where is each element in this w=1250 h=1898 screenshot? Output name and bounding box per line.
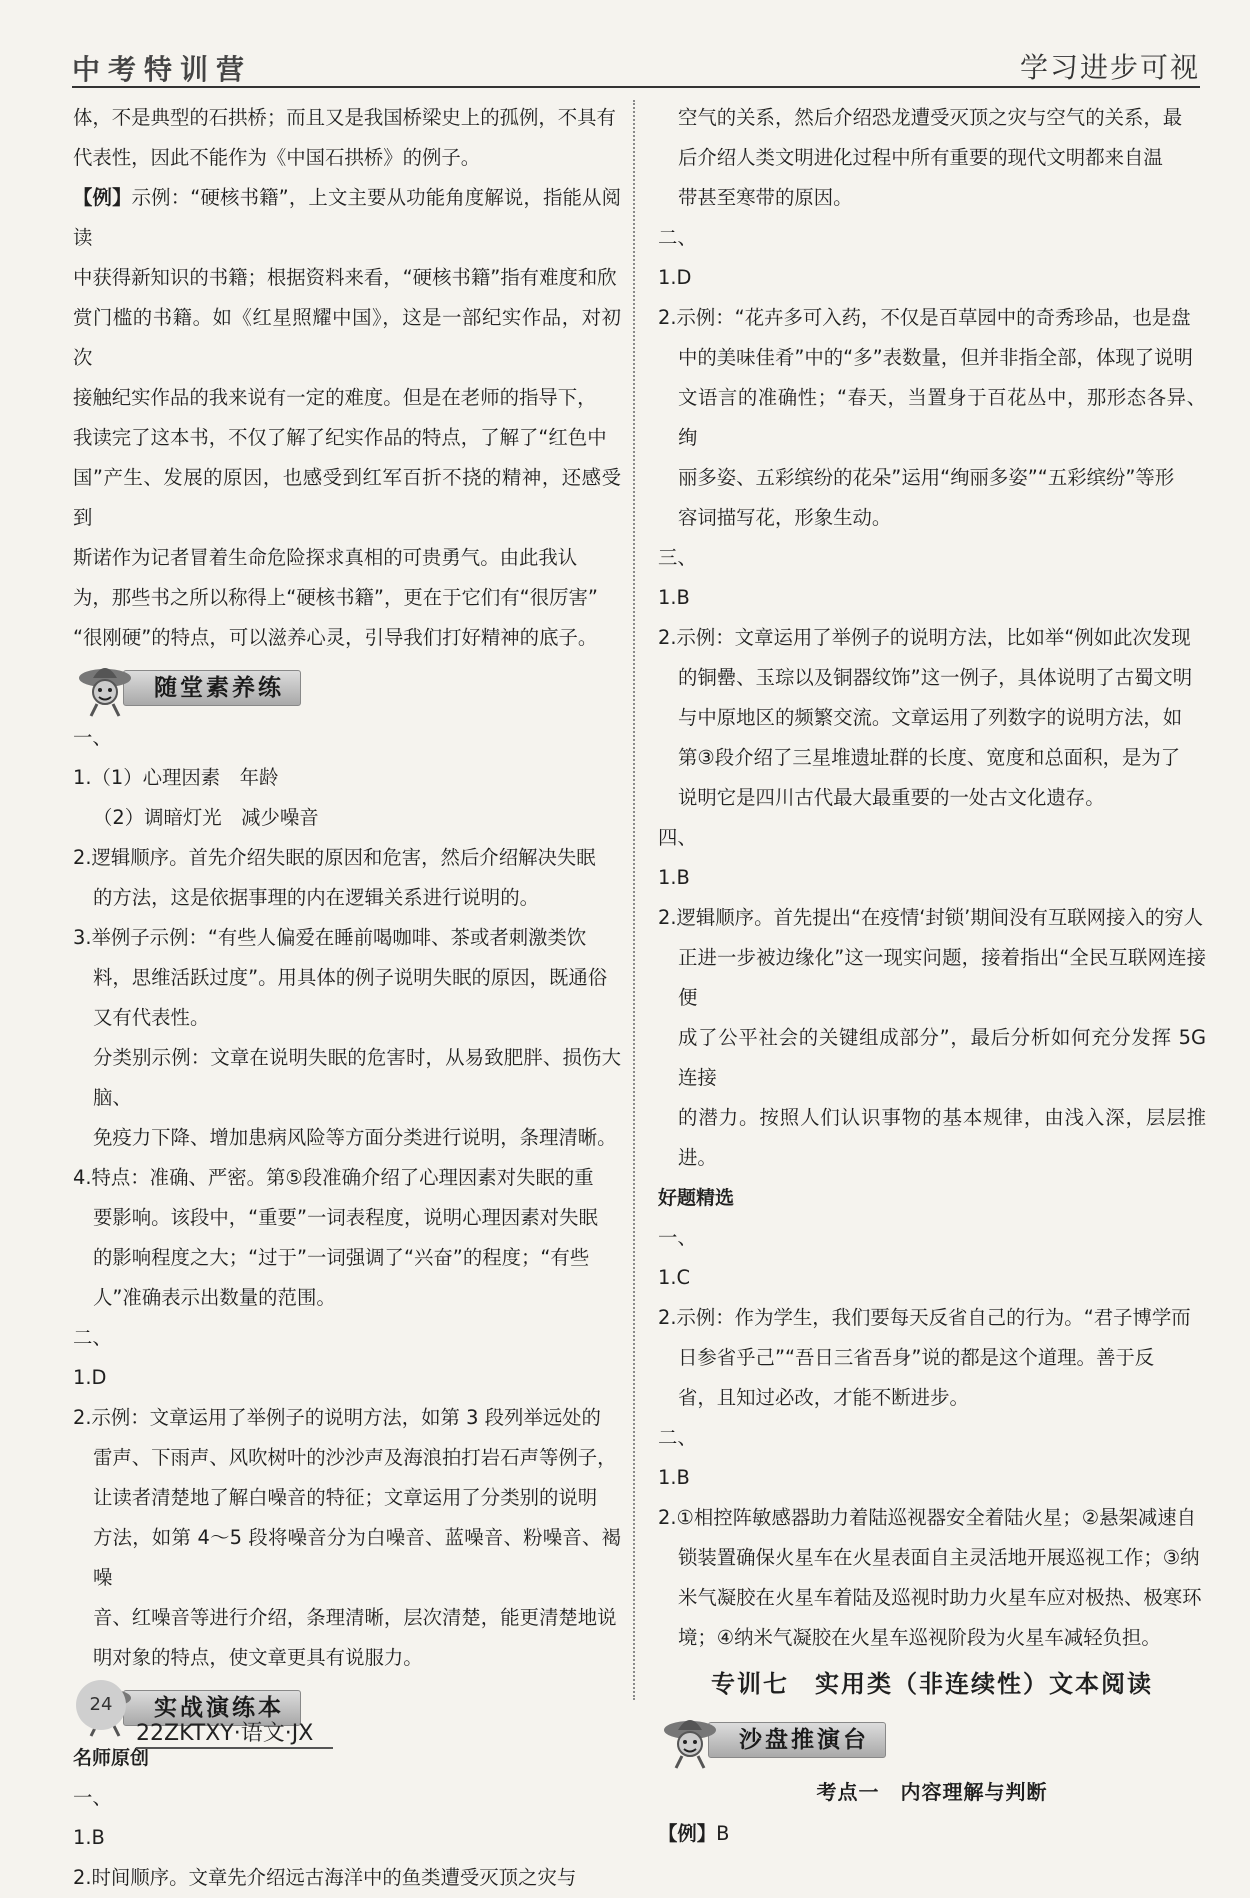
answer-line (73, 378, 621, 418)
answer-line (658, 538, 1206, 578)
answer-line (73, 1198, 621, 1238)
line-text: 料，思维活跃过度”。用具体的例子说明失眠的原因，既通俗 (93, 966, 608, 989)
line-text: 要影响。该段中，“重要”一词表程度，说明心理因素对失眠 (93, 1206, 598, 1229)
line-text: 一、 (73, 1786, 112, 1809)
answer-line (73, 458, 621, 538)
answer-line (73, 178, 621, 258)
page-number: 24 (76, 1680, 126, 1730)
line-text: 代表性，因此不能作为《中国石拱桥》的例子。 (73, 146, 481, 169)
answer-line (73, 1818, 621, 1858)
mascot-hat-icon (658, 1710, 728, 1770)
line-text: 中获得新知识的书籍；根据资料来看，“硬核书籍”指有难度和欣 (73, 266, 617, 289)
mascot-hat-icon (73, 658, 143, 718)
line-text: 1.（1）心理因素 年龄 (73, 766, 279, 789)
line-text: 又有代表性。 (93, 1006, 210, 1029)
line-text: 1.B (658, 866, 690, 889)
answer-line (658, 258, 1206, 298)
answer-line (658, 1418, 1206, 1458)
answer-line (73, 878, 621, 918)
answer-line (73, 1158, 621, 1198)
line-text: 为，那些书之所以称得上“硬核书籍”，更在于它们有“很厉害” (73, 586, 598, 609)
line-text: 国”产生、发展的原因，也感受到红军百折不挠的精神，还感受到 (73, 466, 621, 529)
answer-line (658, 458, 1206, 498)
answer-line (73, 98, 621, 138)
line-text: 名师原创 (73, 1747, 150, 1769)
answer-line (658, 138, 1206, 178)
answer-line (73, 618, 621, 658)
line-text: 成了公平社会的关键组成部分”，最后分析如何充分发挥 5G 连接 (678, 1026, 1206, 1089)
line-text: 1.D (658, 266, 692, 289)
answer-line (73, 1858, 621, 1898)
answer-line (73, 1358, 621, 1398)
answer-line (73, 838, 621, 878)
line-text: 1.C (658, 1266, 691, 1289)
line-text: 1.B (658, 586, 690, 609)
answer-line (658, 1814, 1206, 1854)
answer-line (73, 1778, 621, 1818)
line-text: 斯诺作为记者冒着生命危险探求真相的可贵勇气。由此我认 (73, 546, 578, 569)
line-text: 音、红噪音等进行介绍，条理清晰，层次清楚，能更清楚地说 (93, 1606, 617, 1629)
line-text: 省，且知过必改，才能不断进步。 (678, 1386, 969, 1409)
line-text: 1.D (73, 1366, 107, 1389)
line-text: 中的美味佳肴”中的“多”表数量，但并非指全部，体现了说明 (678, 346, 1193, 369)
line-text: 境；④纳米气凝胶在火星车巡视阶段为火星车减轻负担。 (678, 1626, 1161, 1649)
line-text: 4.特点：准确、严密。第⑤段准确介绍了心理因素对失眠的重 (73, 1166, 594, 1189)
answer-line (658, 338, 1206, 378)
answer-line (658, 1258, 1206, 1298)
answer-line (658, 1218, 1206, 1258)
answer-line (658, 98, 1206, 138)
line-text: 好题精选 (658, 1187, 735, 1209)
line-text: 与中原地区的频繁交流。文章运用了列数字的说明方法，如 (678, 706, 1183, 729)
line-text: 容词描写花，形象生动。 (678, 506, 892, 529)
answer-line (73, 1478, 621, 1518)
answer-line (73, 418, 621, 458)
line-text: 带甚至寒带的原因。 (678, 186, 853, 209)
line-text: 三、 (658, 546, 697, 569)
answer-line (658, 1458, 1206, 1498)
answer-line (658, 1338, 1206, 1378)
line-text: 的影响程度之大；“过于”一词强调了“兴奋”的程度；“有些 (93, 1246, 590, 1269)
answer-line (658, 498, 1206, 538)
line-text: 3.举例子示例：“有些人偏爱在睡前喝咖啡、茶或者刺激类饮 (73, 926, 587, 949)
series-slogan: 学习进步可视 (1019, 51, 1200, 84)
line-text: 分类别示例：文章在说明失眠的危害时，从易致肥胖、损伤大脑、 (93, 1046, 621, 1109)
line-text: 雷声、下雨声、风吹树叶的沙沙声及海浪拍打岩石声等例子， (93, 1446, 617, 1469)
line-text: 文语言的准确性；“春天，当置身于百花丛中，那形态各异、绚 (678, 386, 1206, 449)
answer-line (658, 1498, 1206, 1538)
section-banner (73, 658, 621, 718)
answer-line (73, 1038, 621, 1118)
column-divider (633, 100, 635, 1700)
section-banner-label: 随堂素养练 (123, 670, 301, 706)
answer-line (73, 1598, 621, 1638)
line-text: 2.示例：文章运用了举例子的说明方法，比如举“例如此次发现 (658, 626, 1191, 649)
line-text: 1.B (73, 1826, 105, 1849)
chapter-title: 专训七 实用类（非连续性）文本阅读 (711, 1670, 1153, 1698)
answer-line (73, 298, 621, 378)
answer-line (73, 918, 621, 958)
answer-line (73, 1118, 621, 1158)
answer-line (658, 578, 1206, 618)
answer-line (658, 618, 1206, 658)
line-text: “很刚硬”的特点，可以滋养心灵，引导我们打好精神的底子。 (73, 626, 598, 649)
answer-line (73, 1278, 621, 1318)
answer-line (658, 658, 1206, 698)
left-column (73, 98, 621, 1898)
line-text: 的方法，这是依据事理的内在逻辑关系进行说明的。 (93, 886, 539, 909)
line-text: 米气凝胶在火星车着陆及巡视时助力火星车应对极热、极寒环 (678, 1586, 1202, 1609)
key-point-heading: 考点一 内容理解与判断 (816, 1780, 1048, 1804)
page-footer (76, 1672, 416, 1762)
line-text: 2.示例：文章运用了举例子的说明方法，如第 3 段列举远处的 (73, 1406, 601, 1429)
answer-line (73, 1518, 621, 1598)
answer-line (73, 1438, 621, 1478)
line-text: 第③段介绍了三星堆遗址群的长度、宽度和总面积，是为了 (678, 746, 1181, 769)
line-text: 后介绍人类文明进化过程中所有重要的现代文明都来自温 (678, 146, 1163, 169)
line-text: 二、 (73, 1326, 112, 1349)
answer-line (658, 1298, 1206, 1338)
line-text: 二、 (658, 1426, 697, 1449)
line-text: 赏门槛的书籍。如《红星照耀中国》，这是一部纪实作品，对初次 (73, 306, 621, 369)
line-text: 二、 (658, 226, 697, 249)
answer-line (658, 178, 1206, 218)
page-header (72, 40, 1200, 88)
line-text: 免疫力下降、增加患病风险等方面分类进行说明，条理清晰。 (93, 1126, 617, 1149)
example-label: 【例】 (73, 186, 132, 209)
answer-line (73, 998, 621, 1038)
answer-line (658, 1578, 1206, 1618)
line-text: 让读者清楚地了解白噪音的特征；文章运用了分类别的说明 (93, 1486, 598, 1509)
line-text: 日参省乎己”“吾日三省吾身”说的都是这个道理。善于反 (678, 1346, 1155, 1369)
line-text: 2.逻辑顺序。首先提出“在疫情‘封锁’期间没有互联网接入的穷人 (658, 906, 1204, 929)
answer-line (73, 538, 621, 578)
line-text: 的潜力。按照人们认识事物的基本规律，由浅入深，层层推进。 (678, 1106, 1206, 1169)
answer-line (658, 818, 1206, 858)
answer-line (658, 1098, 1206, 1178)
line-text: 四、 (658, 826, 697, 849)
answer-line (658, 898, 1206, 938)
answer-line (658, 938, 1206, 1018)
series-title: 中考特训营 (72, 53, 253, 86)
answer-line (73, 1238, 621, 1278)
answer-line (73, 758, 621, 798)
answer-line (73, 1398, 621, 1438)
answer-line (658, 218, 1206, 258)
answer-line (73, 958, 621, 998)
answer-line (73, 718, 621, 758)
subsection-heading (658, 1178, 1206, 1218)
answer-line (658, 858, 1206, 898)
answer-line (658, 698, 1206, 738)
answer-line (73, 578, 621, 618)
line-text: 我读完了这本书，不仅了解了纪实作品的特点，了解了“红色中 (73, 426, 607, 449)
line-text: 2.①相控阵敏感器助力着陆巡视器安全着陆火星；②悬架减速自 (658, 1506, 1197, 1529)
line-text: 2.示例：“花卉多可入药，不仅是百草园中的奇秀珍品，也是盘 (658, 306, 1191, 329)
line-text: （2）调暗灯光 减少噪音 (93, 806, 319, 829)
line-text: 2.示例：作为学生，我们要每天反省自己的行为。“君子博学而 (658, 1306, 1191, 1329)
line-text: 空气的关系，然后介绍恐龙遭受灭顶之灾与空气的关系，最 (678, 106, 1183, 129)
answer-line (658, 1538, 1206, 1578)
answer-line (73, 138, 621, 178)
line-text: 接触纪实作品的我来说有一定的难度。但是在老师的指导下， (73, 386, 597, 409)
line-text: B (716, 1822, 730, 1845)
answer-line (73, 798, 621, 838)
answer-line (658, 738, 1206, 778)
line-text: 明对象的特点，使文章更具有说服力。 (93, 1646, 423, 1669)
answer-line (73, 1318, 621, 1358)
line-text: 说明它是四川古代最大最重要的一处古文化遗存。 (678, 786, 1105, 809)
answer-line (658, 1618, 1206, 1658)
section-banner (658, 1710, 1206, 1770)
line-text: 2.逻辑顺序。首先介绍失眠的原因和危害，然后介绍解决失眠 (73, 846, 596, 869)
answer-line (658, 378, 1206, 458)
answer-line (658, 298, 1206, 338)
line-text: 的铜罍、玉琮以及铜器纹饰”这一例子，具体说明了古蜀文明 (678, 666, 1193, 689)
line-text: 正进一步被边缘化”这一现实问题，接着指出“全民互联网连接便 (678, 946, 1206, 1009)
answer-line (658, 778, 1206, 818)
line-text: 1.B (658, 1466, 690, 1489)
section-banner-label: 实战演练本 (123, 1690, 301, 1726)
line-text: 人”准确表示出数量的范围。 (93, 1286, 336, 1309)
right-column (658, 98, 1206, 1854)
line-text: 一、 (658, 1226, 697, 1249)
line-text: 丽多姿、五彩缤纷的花朵”运用“绚丽多姿”“五彩缤纷”等形 (678, 466, 1175, 489)
book-code: 22ZKTXY·语文·JX (136, 1716, 333, 1749)
answer-line (73, 258, 621, 298)
line-text: 2.时间顺序。文章先介绍远古海洋中的鱼类遭受灭顶之灾与 (73, 1866, 577, 1889)
line-text: 一、 (73, 726, 112, 749)
line-text: 示例：“硬核书籍”，上文主要从功能角度解说，指能从阅读 (73, 186, 621, 249)
example-label: 【例】 (658, 1822, 717, 1845)
section-banner-label: 沙盘推演台 (708, 1722, 886, 1758)
line-text: 体，不是典型的石拱桥；而且又是我国桥梁史上的孤例，不具有 (73, 106, 616, 129)
line-text: 方法，如第 4～5 段将噪音分为白噪音、蓝噪音、粉噪音、褐噪 (93, 1526, 621, 1589)
answer-line (658, 1018, 1206, 1098)
line-text: 锁装置确保火星车在火星表面自主灵活地开展巡视工作；③纳 (678, 1546, 1200, 1569)
answer-line (658, 1378, 1206, 1418)
